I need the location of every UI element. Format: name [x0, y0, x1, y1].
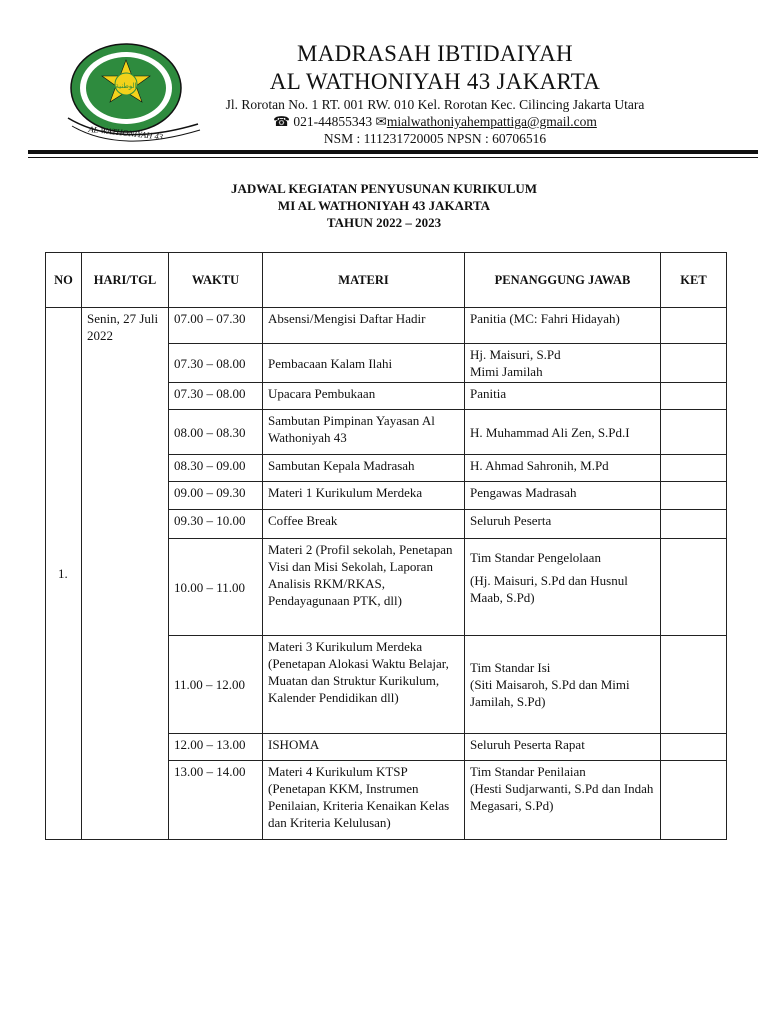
cell-materi: Pembacaan Kalam Ilahi [263, 344, 465, 383]
school-name-line2: AL WATHONIYAH 43 JAKARTA [269, 69, 601, 94]
cell-pj [465, 539, 661, 636]
cell-ket [661, 734, 727, 761]
contact-line [200, 113, 670, 130]
school-logo [58, 36, 208, 146]
letterhead [200, 40, 670, 147]
cell-pj: Panitia [465, 383, 661, 410]
header-no: NO [46, 253, 82, 308]
cell-pj [465, 344, 661, 383]
pj-line1: Tim Standar Pengelolaan [470, 550, 601, 565]
cell-materi: Materi 3 Kurikulum Merdeka (Penetapan Alokasi Waktu Belajar, Muatan dan Struktur Kurikulum, Kalender Pendidikan dll) [263, 636, 465, 734]
cell-waktu: 07.30 – 08.00 [169, 383, 263, 410]
table-row [46, 308, 727, 344]
cell-materi: Absensi/Mengisi Daftar Hadir [263, 308, 465, 344]
cell-ket [661, 482, 727, 510]
logo-arc-text: AL WATHONIYAH 43 [88, 123, 164, 142]
pj-line1: Tim Standar Isi [470, 660, 551, 675]
cell-materi: Coffee Break [263, 510, 465, 539]
pj-line2: (Siti Maisaroh, S.Pd dan Mimi Jamilah, S.Pd) [470, 677, 630, 709]
table-header-row [46, 253, 727, 308]
phone-icon: ☎ [273, 114, 290, 129]
cell-waktu: 08.00 – 08.30 [169, 410, 263, 455]
cell-waktu: 10.00 – 11.00 [169, 539, 263, 636]
cell-materi: Materi 2 (Profil sekolah, Penetapan Visi dan Misi Sekolah, Laporan Analisis RKM/RKAS, Pendayagunaan PTK, dll) [263, 539, 465, 636]
cell-waktu: 13.00 – 14.00 [169, 761, 263, 840]
cell-waktu: 11.00 – 12.00 [169, 636, 263, 734]
cell-waktu: 08.30 – 09.00 [169, 455, 263, 482]
cell-ket [661, 383, 727, 410]
cell-waktu: 07.30 – 08.00 [169, 344, 263, 383]
document-title [0, 180, 768, 231]
cell-ket [661, 344, 727, 383]
cell-ket [661, 510, 727, 539]
title-line3: TAHUN 2022 – 2023 [326, 215, 442, 230]
cell-waktu: 07.00 – 07.30 [169, 308, 263, 344]
pj-line1: Tim Standar Penilaian [470, 764, 586, 779]
pj-line2: (Hj. Maisuri, S.Pd dan Husnul Maab, S.Pd) [470, 573, 628, 605]
pj-line2: (Hesti Sudjarwanti, S.Pd dan Indah Megasari, S.Pd) [470, 781, 654, 813]
cell-materi: Materi 1 Kurikulum Merdeka [263, 482, 465, 510]
school-name-line1: MADRASAH IBTIDAIYAH [297, 41, 573, 66]
phone-number: 021-44855343 [293, 114, 373, 129]
cell-ket [661, 410, 727, 455]
header-materi: MATERI [263, 253, 465, 308]
cell-pj: H. Muhammad Ali Zen, S.Pd.I [465, 410, 661, 455]
cell-materi: Sambutan Kepala Madrasah [263, 455, 465, 482]
cell-pj [465, 636, 661, 734]
title-line1: JADWAL KEGIATAN PENYUSUNAN KURIKULUM [230, 181, 538, 196]
school-ids: NSM : 111231720005 NPSN : 60706516 [323, 131, 547, 146]
email-link[interactable]: mialwathoniyahempattiga@gmail.com [386, 114, 597, 129]
cell-waktu: 12.00 – 13.00 [169, 734, 263, 761]
cell-no: 1. [46, 308, 82, 840]
cell-ket [661, 539, 727, 636]
cell-ket [661, 455, 727, 482]
cell-ket [661, 308, 727, 344]
cell-ket [661, 636, 727, 734]
cell-materi: Sambutan Pimpinan Yayasan Al Wathoniyah 43 [263, 410, 465, 455]
cell-materi: Materi 4 Kurikulum KTSP (Penetapan KKM, Instrumen Penilaian, Kriteria Kenaikan Kelas dan Kriteria Kelulusan) [263, 761, 465, 840]
logo-inner-text: الوطنية [115, 82, 137, 90]
letterhead-divider-thin [28, 157, 758, 158]
cell-pj [465, 761, 661, 840]
cell-pj: Pengawas Madrasah [465, 482, 661, 510]
cell-ket [661, 761, 727, 840]
pj-line1: Hj. Maisuri, S.Pd [470, 347, 561, 362]
cell-waktu: 09.00 – 09.30 [169, 482, 263, 510]
schedule-table [45, 252, 727, 840]
cell-materi: Upacara Pembukaan [263, 383, 465, 410]
header-pj: PENANGGUNG JAWAB [465, 253, 661, 308]
email-icon: ✉ [375, 114, 387, 129]
pj-line2: Mimi Jamilah [470, 364, 543, 379]
header-hari: HARI/TGL [82, 253, 169, 308]
cell-hari: Senin, 27 Juli 2022 [82, 308, 169, 840]
cell-pj: Seluruh Peserta [465, 510, 661, 539]
cell-materi: ISHOMA [263, 734, 465, 761]
letterhead-divider-thick [28, 150, 758, 154]
cell-waktu: 09.30 – 10.00 [169, 510, 263, 539]
title-line2: MI AL WATHONIYAH 43 JAKARTA [277, 198, 491, 213]
cell-pj: Panitia (MC: Fahri Hidayah) [465, 308, 661, 344]
header-waktu: WAKTU [169, 253, 263, 308]
header-ket: KET [661, 253, 727, 308]
cell-pj: H. Ahmad Sahronih, M.Pd [465, 455, 661, 482]
school-address: Jl. Rorotan No. 1 RT. 001 RW. 010 Kel. Rorotan Kec. Cilincing Jakarta Utara [225, 97, 645, 112]
cell-pj: Seluruh Peserta Rapat [465, 734, 661, 761]
